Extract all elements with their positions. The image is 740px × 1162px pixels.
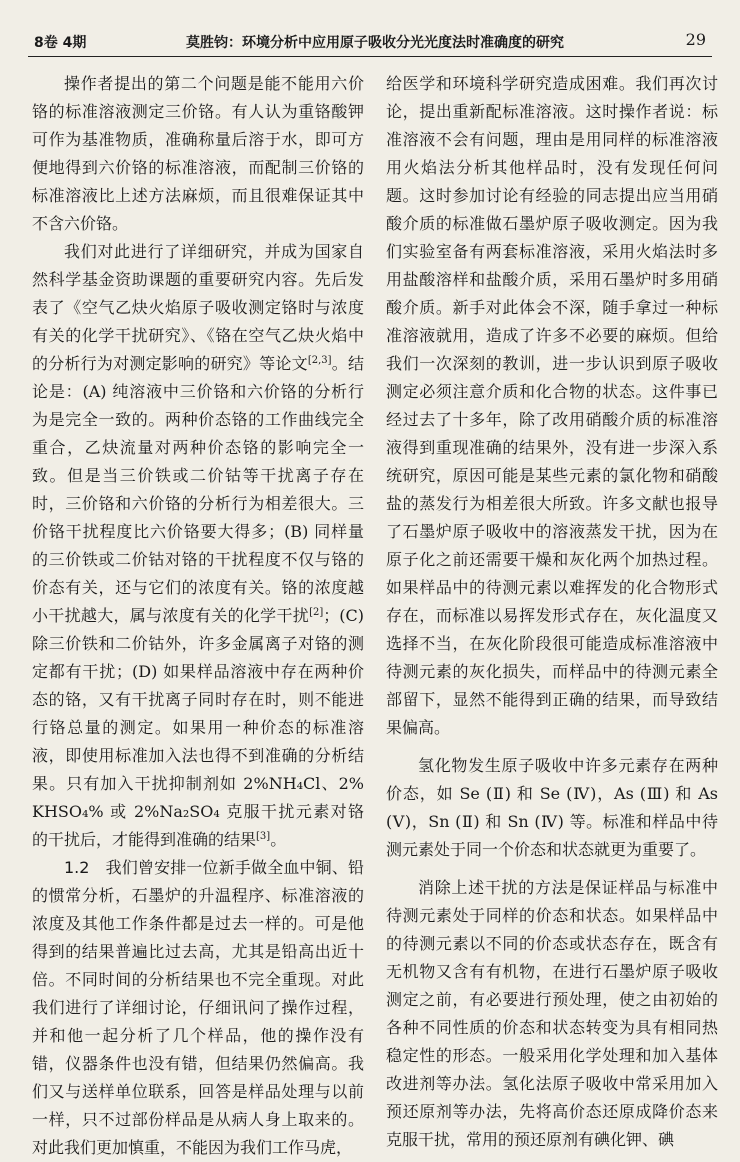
paragraph-hydride: 氢化物发生原子吸收中许多元素存在两种价态，如 Se (Ⅱ) 和 Se (Ⅳ)，As (Ⅲ) 和 As (Ⅴ)，Sn (Ⅱ) 和 Sn (Ⅳ) 等。标准和样品中待测元素处于同一个价态和状态就更为重要了。 bbox=[386, 756, 718, 859]
paragraph-text: 我们曾安排一位新手做全血中铜、铅的惯常分析，石墨炉的升温程序、标准溶液的浓度及其他工作条件都是过去一样的。可是他得到的结果普遍比过去高，尤其是铅高出近十倍。不同时间的分析结果也不完全重现。对此我们进行了详细讨论，仔细讯问了操作过程，并和他一起分析了几个样品，他的操作没有错，仪器条件也没有错，但结果仍然偏高。我们又与送样单位联系，回答是样品处理与以前一样，只不过部份样品是从病人身上取来的。对此我们更加慎重，不能因为我们工作马虎， bbox=[32, 858, 364, 1157]
paragraph-text: ；(C) 除三价铁和二价钴外，许多金属离子对铬的测定都有干扰；(D) 如果样品溶液中存在两种价态的铬，又有干扰离子同时存在时，则不能进行铬总量的测定。如果用一种价态的标准溶液，即使用标准加入法也得不到准确的分析结果。只有加入干扰抑制剂如 2%NH₄Cl、2% KHSO₄% 或 2%Na₂SO₄ 克服干扰元素对铬的干扰后，才能得到准确的结果 bbox=[32, 606, 364, 849]
volume-issue: 8卷 4期 bbox=[34, 35, 87, 51]
citation-3: [3] bbox=[256, 831, 271, 842]
paragraph-text: 。 bbox=[270, 830, 287, 849]
running-header bbox=[28, 30, 712, 54]
running-title: 莫胜钧：环境分析中应用原子吸收分光光度法时准确度的研究 bbox=[186, 35, 564, 51]
section-number: 1.2 bbox=[64, 858, 90, 877]
paragraph-section-1-2 bbox=[32, 854, 364, 1162]
header-rule bbox=[28, 56, 712, 57]
citation-2-3: [2,3] bbox=[307, 355, 332, 366]
paragraph-chromium-question: 操作者提出的第二个问题是能不能用六价铬的标准溶液测定三价铬。有人认为重铬酸钾可作为基准物质，准确称量后溶于水，即可方便地得到六价铬的标准溶液，而配制三价铬的标准溶液比上述方法麻烦，而且很难保证其中不含六价铬。 bbox=[32, 74, 364, 233]
paragraph-elimination: 消除上述干扰的方法是保证样品与标准中待测元素处于同样的价态和状态。如果样品中的待测元素以不同的价态或状态存在，既含有无机物又含有有机物，在进行石墨炉原子吸收测定之前，有必要进行预处理，使之由初始的各种不同性质的价态和状态转变为具有相同热稳定性的形态。一般采用化学处理和加入基体改进剂等办法。氢化法原子吸收中常采用加入预还原剂等办法，先将高价态还原成降价态来克服干扰，常用的预还原剂有碘化钾、碘 bbox=[386, 878, 718, 1149]
paragraph-text: 。结论是：(A) 纯溶液中三价铬和六价铬的分析行为是完全一致的。两种价态铬的工作曲线完全重合，乙炔流量对两种价态铬的影响完全一致。但是当三价铁或二价钴等干扰离子存在时，三价铬和六价铬的分析行为相差很大。三价铬干扰程度比六价铬要大得多；(B) 同样量的三价铁或二价钴对铬的干扰程度不仅与铬的价态有关，还与它们的浓度有关。铬的浓度越小干扰越大，属与浓度有关的化学干扰 bbox=[32, 354, 364, 625]
page-number: 29 bbox=[685, 30, 706, 49]
paragraph-continued: 给医学和环境科学研究造成困难。我们再次讨论，提出重新配标准溶液。这时操作者说：标准溶液不会有问题，理由是用同样的标准溶液用火焰法分析其他样品时，没有发现任何问题。这时参加讨论有经验的同志提出应当用硝酸介质的标准做石墨炉原子吸收测定。因为我们实验室备有两套标准溶液，采用火焰法时多用盐酸溶样和盐酸介质，采用石墨炉时多用硝酸介质。新手对此体会不深，随手拿过一种标准溶液就用，造成了许多不必要的麻烦。但给我们一次深刻的教训，进一步认识到原子吸收测定必须注意介质和化合物的状态。这件事已经过去了十多年，除了改用硝酸介质的标准溶液得到重现准确的结果外，没有进一步深入系统研究，原因可能是某些元素的氯化物和硝酸盐的蒸发行为相差很大所致。许多文献也报导了石墨炉原子吸收中的溶液蒸发干扰，因为在原子化之前还需要干燥和灰化两个加热过程。如果样品中的待测元素以难挥发的化合物形式存在，而标准以易挥发形式存在，灰化温度又选择不当，在灰化阶段很可能造成标准溶液中待测元素的灰化损失，而样品中的待测元素全部留下，显然不能得到正确的结果，而导致结果偏高。 bbox=[386, 74, 718, 737]
left-column bbox=[32, 70, 364, 1157]
paragraph-text: 我们对此进行了详细研究，并成为国家自然科学基金资助课题的重要研究内容。先后发表了《空气乙炔火焰原子吸收测定铬时与浓度有关的化学干扰研究》、《铬在空气乙炔火焰中的分析行为对测定影响的研究》等论文 bbox=[32, 242, 364, 373]
right-column bbox=[386, 70, 718, 1149]
citation-2: [2] bbox=[309, 607, 324, 618]
paragraph-research-conclusions bbox=[32, 238, 364, 854]
